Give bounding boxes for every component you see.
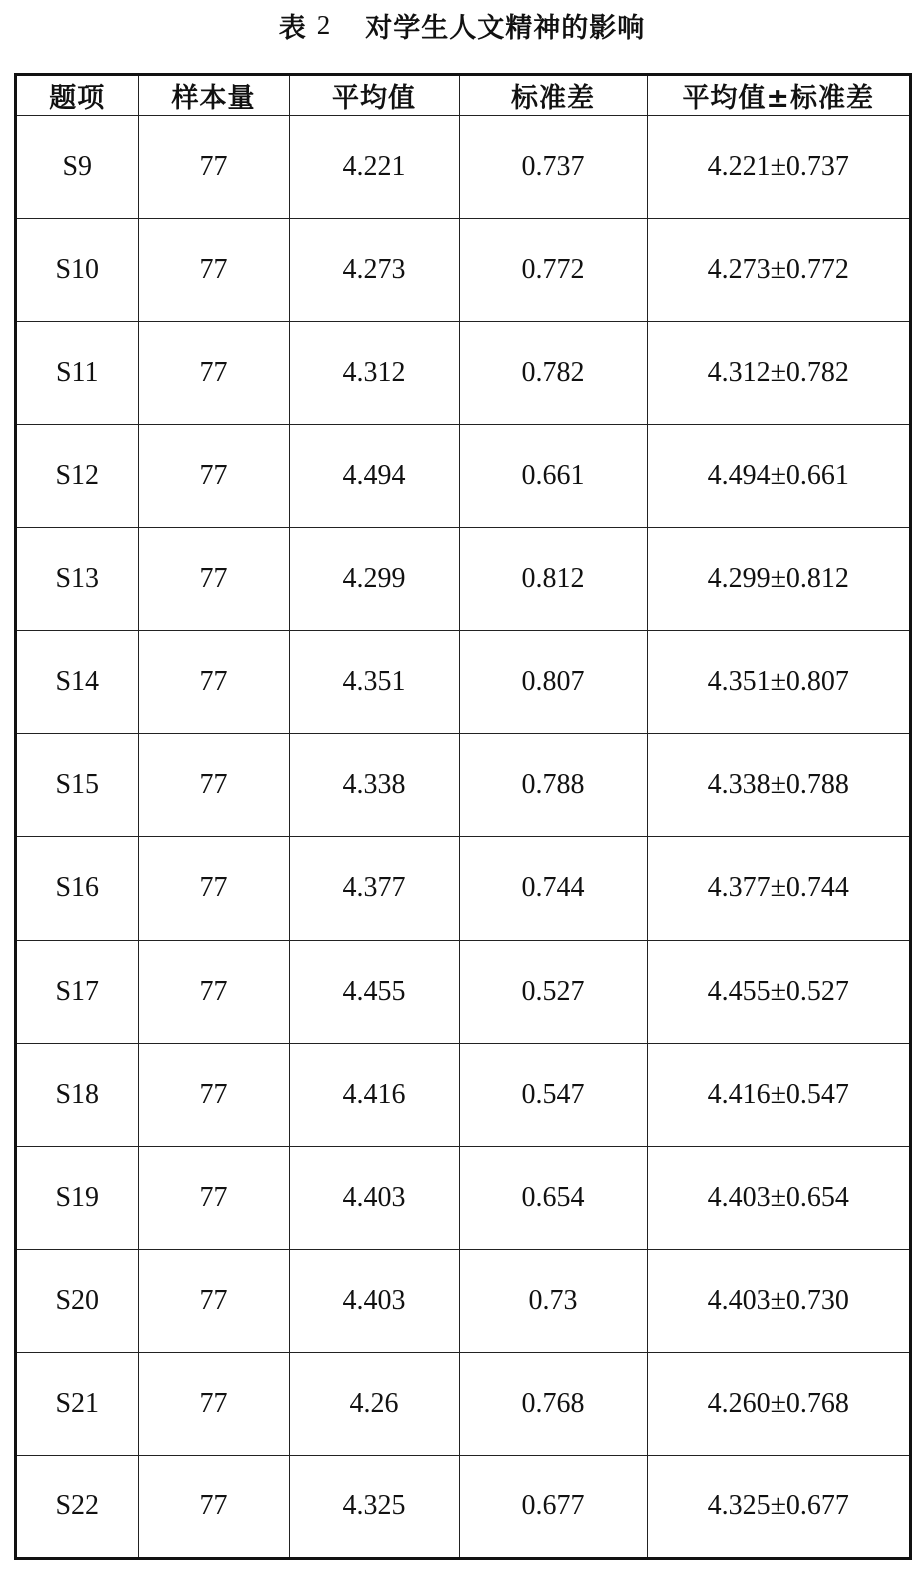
cell-item: S9 [17,116,138,219]
cell-sample-size: 77 [138,1455,289,1557]
cell-mean-plus-minus-std: 4.260±0.768 [647,1352,909,1455]
cell-item: S11 [17,322,138,425]
cell-std-dev: 0.788 [459,734,647,837]
table-row [17,1043,909,1146]
cell-mean-plus-minus-std: 4.403±0.654 [647,1146,909,1249]
cell-mean-plus-minus-std: 4.221±0.737 [647,116,909,219]
cell-item: S10 [17,219,138,322]
cell-item: S19 [17,1146,138,1249]
table-row [17,425,909,528]
cell-item: S16 [17,837,138,940]
table-row [17,116,909,219]
table-row [17,1455,909,1557]
cell-sample-size: 77 [138,322,289,425]
cell-mean: 4.338 [289,734,459,837]
cell-sample-size: 77 [138,1352,289,1455]
cell-mean: 4.325 [289,1455,459,1557]
cell-std-dev: 0.772 [459,219,647,322]
table-row [17,1146,909,1249]
cell-sample-size: 77 [138,837,289,940]
cell-std-dev: 0.547 [459,1043,647,1146]
table-row [17,837,909,940]
cell-std-dev: 0.782 [459,322,647,425]
cell-std-dev: 0.807 [459,631,647,734]
cell-sample-size: 77 [138,425,289,528]
cell-sample-size: 77 [138,219,289,322]
cell-item: S20 [17,1249,138,1352]
cell-item: S21 [17,1352,138,1455]
cell-item: S17 [17,940,138,1043]
cell-std-dev: 0.812 [459,528,647,631]
cell-mean-plus-minus-std: 4.273±0.772 [647,219,909,322]
caption-label: 表 [278,12,307,44]
table-caption [0,0,924,50]
header-item: 题项 [17,76,138,116]
cell-sample-size: 77 [138,734,289,837]
cell-mean: 4.377 [289,837,459,940]
cell-mean-plus-minus-std: 4.312±0.782 [647,322,909,425]
cell-sample-size: 77 [138,1146,289,1249]
cell-mean-plus-minus-std: 4.299±0.812 [647,528,909,631]
cell-mean: 4.26 [289,1352,459,1455]
cell-mean: 4.403 [289,1249,459,1352]
cell-mean-plus-minus-std: 4.494±0.661 [647,425,909,528]
data-table-frame [14,73,912,1560]
cell-mean-plus-minus-std: 4.325±0.677 [647,1455,909,1557]
cell-sample-size: 77 [138,1249,289,1352]
table-row [17,528,909,631]
cell-std-dev: 0.744 [459,837,647,940]
cell-std-dev: 0.768 [459,1352,647,1455]
data-table [17,76,909,1557]
header-mean-plus-minus-std: 平均值±标准差 [647,76,909,116]
cell-sample-size: 77 [138,116,289,219]
header-std-dev: 标准差 [459,76,647,116]
cell-mean: 4.299 [289,528,459,631]
caption-number: 2 [316,9,332,40]
cell-item: S12 [17,425,138,528]
cell-mean: 4.403 [289,1146,459,1249]
cell-item: S14 [17,631,138,734]
cell-mean: 4.273 [289,219,459,322]
cell-mean: 4.312 [289,322,459,425]
cell-mean: 4.455 [289,940,459,1043]
cell-item: S15 [17,734,138,837]
cell-item: S22 [17,1455,138,1557]
cell-mean-plus-minus-std: 4.338±0.788 [647,734,909,837]
cell-std-dev: 0.73 [459,1249,647,1352]
cell-mean: 4.221 [289,116,459,219]
cell-mean-plus-minus-std: 4.455±0.527 [647,940,909,1043]
cell-sample-size: 77 [138,1043,289,1146]
header-mean: 平均值 [289,76,459,116]
table-header-row [17,76,909,116]
cell-mean: 4.494 [289,425,459,528]
cell-std-dev: 0.654 [459,1146,647,1249]
cell-sample-size: 77 [138,940,289,1043]
cell-std-dev: 0.661 [459,425,647,528]
cell-sample-size: 77 [138,528,289,631]
cell-item: S13 [17,528,138,631]
table-row [17,940,909,1043]
table-row [17,734,909,837]
table-row [17,322,909,425]
table-row [17,1249,909,1352]
cell-mean: 4.351 [289,631,459,734]
cell-std-dev: 0.527 [459,940,647,1043]
cell-mean: 4.416 [289,1043,459,1146]
cell-mean-plus-minus-std: 4.403±0.730 [647,1249,909,1352]
caption-title: 对学生人文精神的影响 [365,12,646,44]
cell-std-dev: 0.677 [459,1455,647,1557]
cell-std-dev: 0.737 [459,116,647,219]
table-row [17,1352,909,1455]
table-row [17,219,909,322]
table-row [17,631,909,734]
cell-item: S18 [17,1043,138,1146]
header-sample-size: 样本量 [138,76,289,116]
cell-mean-plus-minus-std: 4.377±0.744 [647,837,909,940]
cell-mean-plus-minus-std: 4.351±0.807 [647,631,909,734]
cell-mean-plus-minus-std: 4.416±0.547 [647,1043,909,1146]
cell-sample-size: 77 [138,631,289,734]
